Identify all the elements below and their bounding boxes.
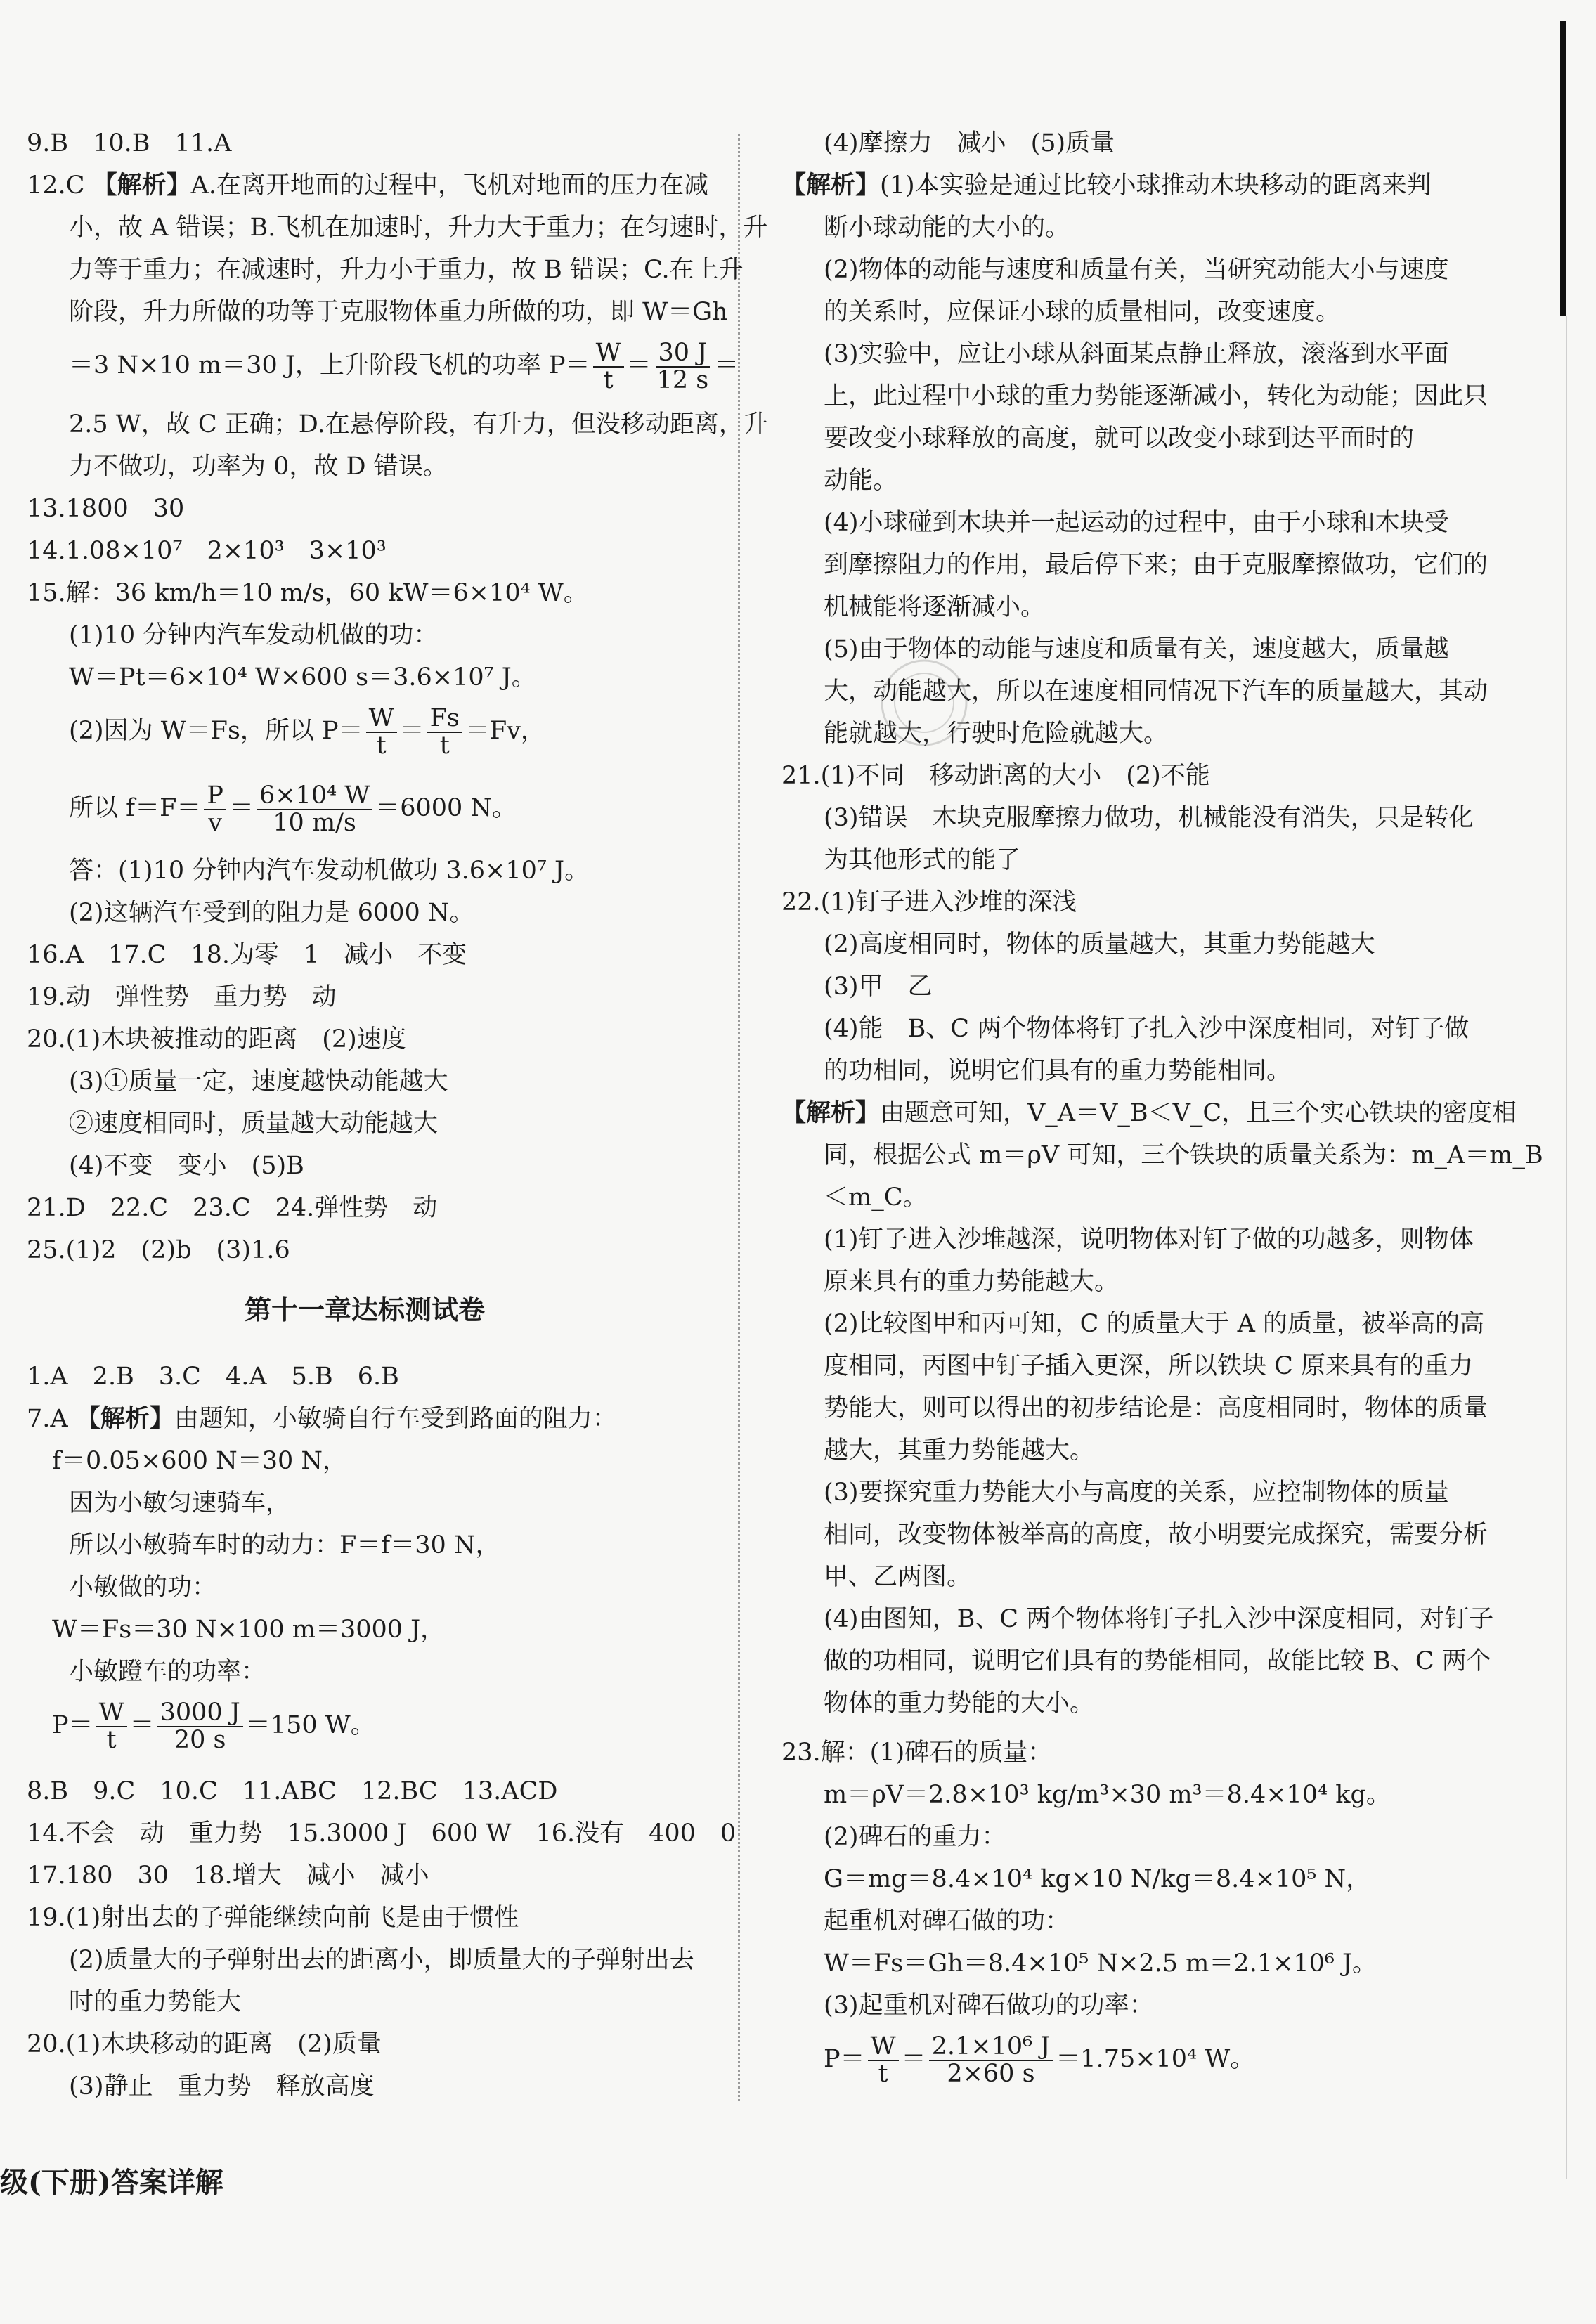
- page-edge-bar: [1560, 21, 1566, 316]
- answer-line: (2)碑石的重力：: [824, 1823, 1006, 1851]
- answer-line: 力不做功，功率为 0，故 D 错误。: [69, 453, 448, 481]
- answer-line: [27, 169, 708, 202]
- answer-line: 21.D 22.C 23.C 24.弹性势 动: [27, 1194, 438, 1222]
- answer-line: 22.(1)钉子进入沙堆的深浅: [781, 888, 1077, 916]
- answer-line: 的功相同，说明它们具有的重力势能相同。: [824, 1057, 1292, 1085]
- answer-line: 能就越大，行驶时危险就越大。: [824, 720, 1169, 748]
- answer-line: (2)这辆汽车受到的阻力是 6000 N。: [69, 899, 474, 927]
- answer-line: (5)由于物体的动能与速度和质量有关，速度越大，质量越: [824, 635, 1449, 663]
- fraction: $\frac{\text{6×10⁴ W}}{10 m/s}$: [257, 783, 372, 836]
- answer-line: (2)物体的动能与速度和质量有关，当研究动能大小与速度: [824, 256, 1449, 284]
- answer-line: 所以小敏骑车时的动力：F＝f＝30 N，: [69, 1531, 500, 1559]
- formula-line: P＝ $\frac{W}{t}$ ＝ $\frac{\text{2.1×10⁶ J}}{2\times 60 s}$ ＝1.75×10⁴ W。: [824, 2032, 1255, 2088]
- answer-line: 度相同，丙图中钉子插入更深，所以铁块 C 原来具有的重力: [824, 1352, 1474, 1380]
- answer-line: 14.不会 动 重力势 15.3000 J 600 W 16.没有 400 0: [27, 1819, 737, 1848]
- answer-line: 17.180 30 18.增大 减小 减小: [27, 1862, 429, 1890]
- answer-line: 要改变小球释放的高度，就可以改变小球到达平面时的: [824, 424, 1415, 453]
- answer-line: ＜m_C。: [824, 1183, 928, 1212]
- answer-line: (3)静止 重力势 释放高度: [69, 2072, 375, 2101]
- analysis-text: A.在离开地面的过程中，飞机对地面的压力在减: [190, 171, 709, 200]
- analysis-text: 由题意可知，V_A＝V_B＜V_C，且三个实心铁块的密度相: [880, 1099, 1517, 1127]
- fraction: $\frac{W}{t}$: [96, 1700, 127, 1753]
- answer-line: 断小球动能的大小的。: [824, 214, 1070, 242]
- answer-line: f＝0.05×600 N＝30 N，: [52, 1447, 348, 1475]
- answer-line: 20.(1)木块被推动的距离 (2)速度: [27, 1025, 406, 1053]
- answer-line: 机械能将逐渐减小。: [824, 593, 1046, 621]
- answer-line: (4)能 B、C 两个物体将钉子扎入沙中深度相同，对钉子做: [824, 1015, 1470, 1043]
- answer-line: 20.(1)木块移动的距离 (2)质量: [27, 2030, 382, 2058]
- fraction: $\frac{30 J}{12 s}$: [654, 340, 712, 394]
- question-number: 12.C: [27, 171, 85, 200]
- answer-line: 19.动 弹性势 重力势 动: [27, 983, 337, 1011]
- answer-line: W＝Fs＝Gh＝8.4×10⁵ N×2.5 m＝2.1×10⁶ J。: [824, 1949, 1377, 1978]
- answer-line: 势能大，则可以得出的初步结论是：高度相同时，物体的质量: [824, 1394, 1488, 1422]
- fraction: $\frac{Fs}{t}$: [427, 706, 462, 759]
- answer-line: (4)由图知，B、C 两个物体将钉子扎入沙中深度相同，对钉子: [824, 1605, 1494, 1633]
- answer-line: 大，动能越大，所以在速度相同情况下汽车的质量越大，其动: [824, 677, 1488, 706]
- answer-line: 19.(1)射出去的子弹能继续向前飞是由于惯性: [27, 1904, 519, 1932]
- formula-line: P＝ $\frac{W}{t}$ ＝ $\frac{3000 J}{20 s}$ ＝150 W。: [52, 1698, 375, 1754]
- answer-line: W＝Fs＝30 N×100 m＝3000 J，: [52, 1616, 446, 1644]
- answer-line: 甲、乙两图。: [824, 1563, 972, 1591]
- answer-line: 23.解：(1)碑石的质量：: [781, 1739, 1053, 1767]
- answer-line: 小，故 A 错误；B.飞机在加速时，升力大于重力；在匀速时，升: [69, 214, 768, 242]
- answer-line: 为其他形式的能了: [824, 846, 1021, 874]
- answer-line: 到摩擦阻力的作用，最后停下来；由于克服摩擦做功，它们的: [824, 551, 1488, 579]
- answer-line: [781, 1096, 1517, 1130]
- answer-line: (2)高度相同时，物体的质量越大，其重力势能越大: [824, 930, 1375, 959]
- answer-line: 25.(1)2 (2)b (3)1.6: [27, 1236, 290, 1264]
- answer-line: 21.(1)不同 移动距离的大小 (2)不能: [781, 762, 1210, 790]
- answer-line: (3)起重机对碑石做功的功率：: [824, 1992, 1154, 2020]
- answer-line: 阶段，升力所做的功等于克服物体重力所做的功，即 W＝Gh: [69, 298, 728, 326]
- answer-line: (2)质量大的子弹射出去的距离小，即质量大的子弹射出去: [69, 1946, 694, 1974]
- answer-line: 9.B 10.B 11.A: [27, 129, 232, 157]
- answer-line: ②速度相同时，质量越大动能越大: [69, 1110, 439, 1138]
- analysis-tag: 【解析】: [781, 171, 881, 200]
- analysis-tag: 【解析】: [92, 171, 191, 200]
- answer-line: 的关系时，应保证小球的质量相同，改变速度。: [824, 298, 1341, 326]
- answer-line: [27, 1402, 617, 1436]
- analysis-text: (1)本实验是通过比较小球推动木块移动的距离来判: [880, 171, 1432, 200]
- section-heading: 第十一章达标测试卷: [245, 1294, 486, 1325]
- answer-line: (4)摩擦力 减小 (5)质量: [824, 129, 1115, 157]
- answer-line: 动能。: [824, 467, 898, 495]
- fraction: $\frac{3000 J}{20 s}$: [157, 1700, 243, 1753]
- answer-line: (3)错误 木块克服摩擦力做功，机械能没有消失，只是转化: [824, 804, 1474, 832]
- answer-line: 因为小敏匀速骑车，: [69, 1489, 291, 1517]
- formula-line: ＝3 N×10 m＝30 J，上升阶段飞机的功率 P＝ $\frac{W}{t}$ ＝ $\frac{30 J}{12 s}$ ＝: [69, 338, 739, 394]
- answer-line: 越大，其重力势能越大。: [824, 1436, 1095, 1465]
- answer-line: 15.解：36 km/h＝10 m/s，60 kW＝6×10⁴ W。: [27, 579, 588, 607]
- fraction: $\frac{W}{t}$: [868, 2034, 899, 2087]
- answer-line: 1.A 2.B 3.C 4.A 5.B 6.B: [27, 1363, 399, 1391]
- answer-line: 14.1.08×10⁷ 2×10³ 3×10³: [27, 537, 387, 565]
- answer-line: 13.1800 30: [27, 495, 185, 523]
- answer-line: 力等于重力；在减速时，升力小于重力，故 B 错误；C.在上升: [69, 256, 744, 284]
- answer-line: 物体的重力势能的大小。: [824, 1689, 1095, 1718]
- fraction: $\frac{W}{t}$: [593, 340, 624, 394]
- answer-line: (3)实验中，应让小球从斜面某点静止释放，滚落到水平面: [824, 340, 1449, 368]
- answer-line: (3)甲 乙: [824, 973, 933, 1001]
- fraction: $\frac{W}{t}$: [366, 706, 397, 759]
- formula-line: (2)因为 W＝Fs，所以 P＝ $\frac{W}{t}$ ＝ $\frac{Fs}{t}$ ＝Fv，: [69, 703, 545, 760]
- analysis-text: 由题知，小敏骑自行车受到路面的阻力：: [174, 1405, 617, 1433]
- answer-line: 做的功相同，说明它们具有的势能相同，故能比较 B、C 两个: [824, 1647, 1491, 1675]
- answer-line: [781, 169, 1432, 202]
- answer-line: (2)比较图甲和丙可知，C 的质量大于 A 的质量，被举高的高: [824, 1310, 1485, 1338]
- answer-line: (4)小球碰到木块并一起运动的过程中，由于小球和木块受: [824, 509, 1449, 537]
- faint-watermark-seal: [875, 654, 973, 752]
- answer-line: 8.B 9.C 10.C 11.ABC 12.BC 13.ACD: [27, 1777, 558, 1805]
- answer-line: 上，此过程中小球的重力势能逐渐减小，转化为动能；因此只: [824, 382, 1488, 410]
- answer-line: 同，根据公式 m＝ρV 可知，三个铁块的质量关系为：m_A＝m_B: [824, 1141, 1543, 1169]
- answer-line: (1)10 分钟内汽车发动机做的功：: [69, 621, 439, 649]
- analysis-tag: 【解析】: [781, 1098, 881, 1127]
- answer-line: 答：(1)10 分钟内汽车发动机做功 3.6×10⁷ J。: [69, 857, 590, 885]
- answer-line: 小敏做的功：: [69, 1573, 217, 1602]
- formula-line: 所以 f＝F＝ $\frac{P}{v}$ ＝ $\frac{\text{6×10⁴ W}}{10 m/s}$ ＝6000 N。: [69, 781, 517, 837]
- answer-line: 2.5 W，故 C 正确；D.在悬停阶段，有升力，但没移动距离，升: [69, 410, 768, 439]
- answer-line: 时的重力势能大: [69, 1988, 242, 2016]
- answer-line: (3)①质量一定，速度越快动能越大: [69, 1067, 448, 1096]
- answer-line: (3)要探究重力势能大小与高度的关系，应控制物体的质量: [824, 1479, 1449, 1507]
- page-edge-line: [1566, 316, 1567, 2179]
- answer-line: 16.A 17.C 18.为零 1 减小 不变: [27, 941, 467, 969]
- answer-line: (1)钉子进入沙堆越深，说明物体对钉子做的功越多，则物体: [824, 1226, 1474, 1254]
- answer-line: G＝mg＝8.4×10⁴ kg×10 N/kg＝8.4×10⁵ N，: [824, 1865, 1371, 1893]
- answer-line: (4)不变 变小 (5)B: [69, 1152, 304, 1180]
- answer-line: 小敏蹬车的功率：: [69, 1658, 266, 1686]
- answer-line: 原来具有的重力势能越大。: [824, 1268, 1120, 1296]
- analysis-tag: 【解析】: [75, 1404, 174, 1433]
- fraction: $\frac{\text{2.1×10⁶ J}}{2\times 60 s}$: [929, 2034, 1053, 2087]
- question-number: 7.A: [27, 1405, 68, 1433]
- answer-line: W＝Pt＝6×10⁴ W×600 s＝3.6×10⁷ J。: [69, 663, 536, 692]
- answer-line: 起重机对碑石做的功：: [824, 1907, 1070, 1935]
- fraction: $\frac{P}{v}$: [204, 783, 226, 836]
- answer-line: m＝ρV＝2.8×10³ kg/m³×30 m³＝8.4×10⁴ kg。: [824, 1781, 1391, 1809]
- answer-line: 相同，改变物体被举高的高度，故小明要完成探究，需要分析: [824, 1521, 1488, 1549]
- page-footer: 级(下册)答案详解: [0, 2166, 223, 2199]
